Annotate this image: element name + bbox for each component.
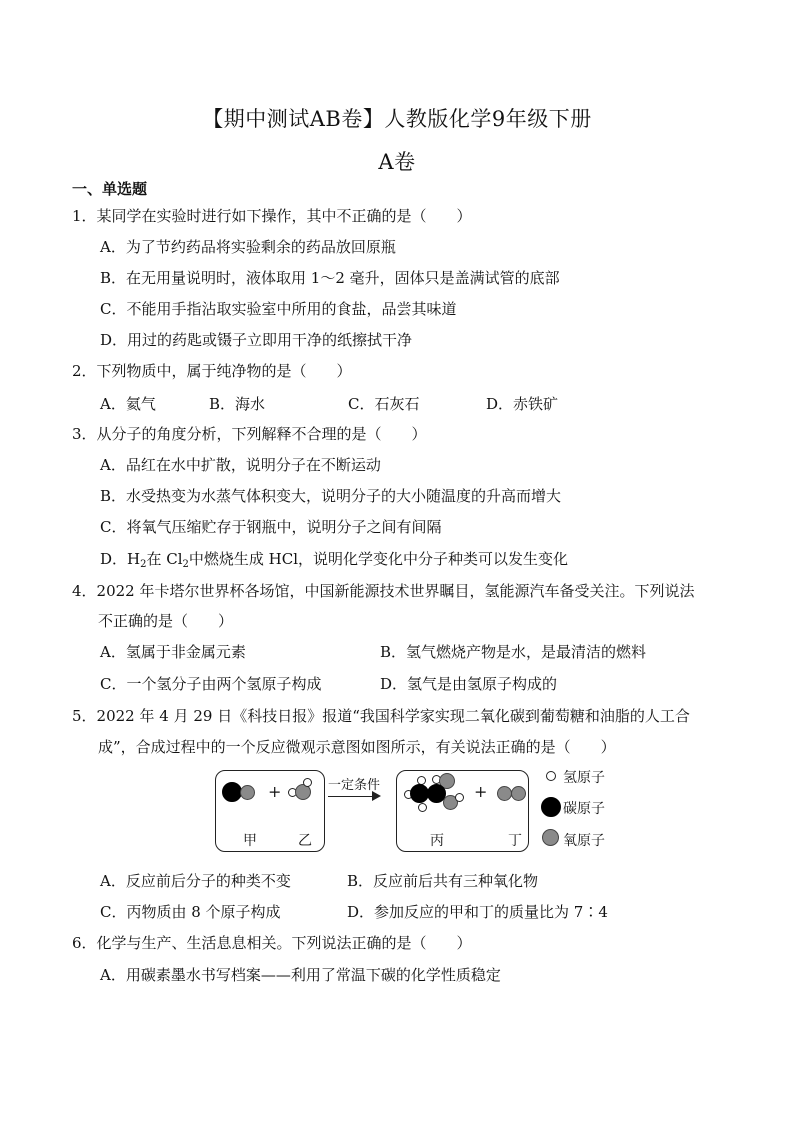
question-4-option-d: D．氢气是由氢原子构成的 — [380, 675, 558, 693]
question-2-option-b: B．海水 — [209, 395, 266, 413]
question-2-option-d: D．赤铁矿 — [486, 395, 559, 413]
plus-sign: + — [268, 782, 282, 801]
arrow-head — [372, 791, 381, 801]
page-title: 【期中测试AB卷】人教版化学9年级下册 — [202, 107, 592, 131]
question-3-option-b: B．水受热变为水蒸气体积变大，说明分子的大小随温度的升高而增大 — [100, 487, 562, 505]
oxygen-atom — [240, 785, 255, 800]
question-4-option-a: A．氢属于非金属元素 — [100, 643, 246, 661]
question-4-option-b: B．氢气燃烧产物是水，是最清洁的燃料 — [380, 643, 647, 661]
question-3-option-c: C．将氧气压缩贮存于钢瓶中，说明分子之间有间隔 — [100, 518, 442, 536]
hydrogen-atom — [455, 793, 464, 802]
legend-hydrogen-icon — [546, 771, 556, 781]
legend-hydrogen-label: 氢原子 — [563, 770, 605, 786]
question-6-option-a: A．用碳素墨水书写档案——利用了常温下碳的化学性质稳定 — [100, 966, 501, 984]
carbon-atom — [222, 782, 242, 802]
hydrogen-atom — [303, 778, 312, 787]
question-1-option-a: A．为了节约药品将实验剩余的药品放回原瓶 — [100, 238, 396, 256]
legend-carbon-icon — [541, 797, 561, 817]
question-1-option-c: C．不能用手指沾取实验室中所用的食盐，品尝其味道 — [100, 300, 457, 318]
question-6-stem: 6．化学与生产、生活息息相关。下列说法正确的是（ ） — [72, 934, 472, 952]
oxygen-atom — [497, 786, 512, 801]
question-2-stem: 2．下列物质中，属于纯净物的是（ ） — [72, 362, 352, 380]
question-1-option-d: D．用过的药匙或镊子立即用干净的纸擦拭干净 — [100, 331, 413, 349]
label-bing: 丙 — [430, 833, 444, 849]
oxygen-atom — [511, 786, 526, 801]
hydrogen-atom — [418, 803, 427, 812]
question-1-stem: 1．某同学在实验时进行如下操作，其中不正确的是（ ） — [72, 207, 472, 225]
subscript: 2 — [140, 559, 147, 570]
legend-carbon-label: 碳原子 — [563, 801, 605, 817]
question-5-option-a: A．反应前后分子的种类不变 — [100, 872, 291, 890]
question-4-stem-line-2: 不正确的是（ ） — [98, 612, 234, 630]
plus-sign: + — [474, 782, 488, 801]
subscript: 2 — [182, 559, 189, 570]
question-5-option-b: B．反应前后共有三种氧化物 — [347, 872, 539, 890]
legend-oxygen-icon — [542, 829, 559, 846]
question-2-option-a: A．氦气 — [100, 395, 156, 413]
legend-oxygen-label: 氧原子 — [563, 833, 605, 849]
question-5-option-d: D．参加反应的甲和丁的质量比为 7∶4 — [347, 903, 608, 921]
text: 中燃烧生成 HCl，说明化学变化中分子种类可以发生变化 — [188, 550, 569, 568]
label-jia: 甲 — [243, 833, 257, 849]
label-ding: 丁 — [508, 833, 522, 849]
question-2-option-c: C．石灰石 — [348, 395, 420, 413]
question-3-stem: 3．从分子的角度分析，下列解释不合理的是（ ） — [72, 425, 427, 443]
question-4-stem-line-1: 4．2022 年卡塔尔世界杯各场馆，中国新能源技术世界瞩目，氢能源汽车备受关注。下列说法 — [72, 582, 695, 600]
label-yi: 乙 — [298, 833, 312, 849]
question-1-option-b: B．在无用量说明时，液体取用 1～2 毫升，固体只是盖满试管的底部 — [100, 269, 560, 287]
reaction-condition: 一定条件 — [328, 778, 381, 793]
text: D．H — [100, 550, 141, 568]
question-5-stem-line-2: 成”，合成过程中的一个反应微观示意图如图所示，有关说法正确的是（ ） — [98, 738, 616, 756]
question-3-option-d — [100, 549, 568, 569]
reaction-arrow — [328, 796, 372, 797]
question-4-option-c: C．一个氢分子由两个氢原子构成 — [100, 675, 322, 693]
question-3-option-a: A．品红在水中扩散，说明分子在不断运动 — [100, 456, 381, 474]
page-subtitle: A卷 — [378, 150, 416, 174]
text: 在 Cl — [146, 550, 183, 568]
question-5-option-c: C．丙物质由 8 个原子构成 — [100, 903, 281, 921]
question-5-stem-line-1: 5．2022 年 4 月 29 日《科技日报》报道“我国科学家实现二氧化碳到葡萄糖和油脂的人工合 — [72, 707, 690, 725]
section-heading: 一、单选题 — [72, 180, 148, 198]
